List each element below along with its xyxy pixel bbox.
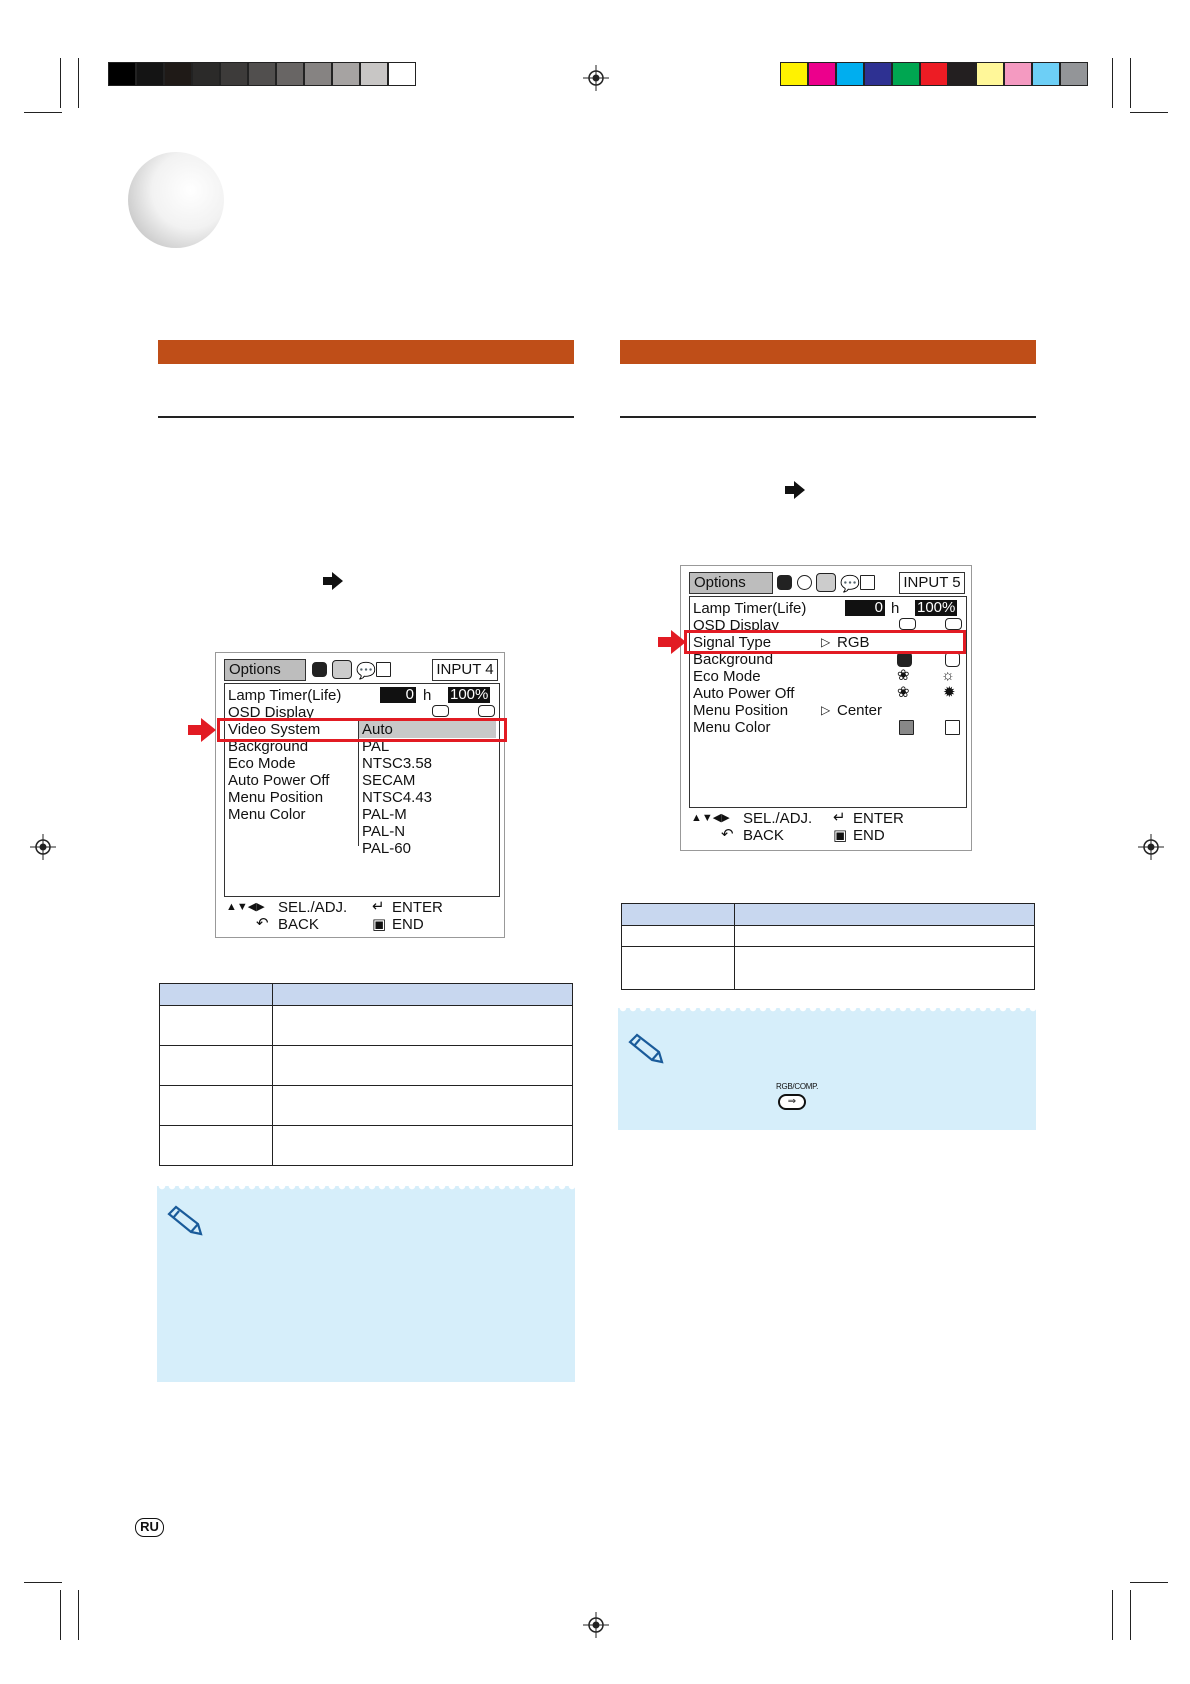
menu-item-video-system[interactable]: Video System <box>228 721 321 738</box>
picture-tab-icon[interactable] <box>777 575 792 590</box>
menu-item-background[interactable]: Background <box>228 738 309 755</box>
registration-mark-icon <box>583 65 609 91</box>
footer-end: END <box>853 827 885 844</box>
footer-back: BACK <box>278 916 319 933</box>
registration-mark-icon <box>1138 834 1164 860</box>
footer-enter: ENTER <box>853 810 904 827</box>
color-swatch <box>276 62 304 86</box>
lamp-hours-value: 0 <box>845 600 885 616</box>
menu-color-translucent-icon <box>945 720 960 735</box>
video-system-table <box>159 983 573 1166</box>
rgb-comp-button-icon: ⇒ <box>778 1094 806 1110</box>
section-bar-left <box>158 340 574 364</box>
options-tab-icon[interactable] <box>816 573 836 592</box>
color-swatch <box>1032 62 1060 86</box>
registration-mark-icon <box>30 834 56 860</box>
footer-sel-adj: SEL./ADJ. <box>278 899 348 916</box>
display-tab-icon[interactable] <box>860 575 875 590</box>
color-swatch <box>304 62 332 86</box>
registration-mark-icon <box>583 1612 609 1638</box>
option-ntsc443[interactable]: NTSC4.43 <box>362 789 433 806</box>
osd-display-off-icon <box>945 618 962 630</box>
options-tab-icon[interactable] <box>332 660 352 679</box>
lamp-life-percent: 100% <box>450 686 489 703</box>
red-pointer-arrow-icon <box>658 630 686 654</box>
footer-end-icon: ▣ <box>372 916 387 933</box>
menu-item-eco-mode[interactable]: Eco Mode <box>228 755 296 772</box>
language-tab-icon[interactable]: 💬 <box>356 663 376 680</box>
rgb-comp-button-label: RGB/COMP. <box>776 1082 819 1091</box>
background-none-icon <box>945 652 960 667</box>
menu-item-auto-power-off[interactable]: Auto Power Off <box>228 772 330 789</box>
eco-bulb-icon: ☼ <box>941 667 955 684</box>
color-swatch <box>332 62 360 86</box>
language-badge: RU <box>135 1518 164 1537</box>
footer-enter-icon: ↵ <box>372 898 385 915</box>
menu-position-value[interactable]: Center <box>837 702 883 719</box>
video-system-menu-screenshot <box>215 652 505 938</box>
menu-position-value-icon: ▷ <box>821 703 831 717</box>
lamp-hours-unit: h <box>891 600 900 617</box>
options-tab[interactable]: Options <box>689 572 773 594</box>
lamp-life-percent: 100% <box>917 599 956 616</box>
menu-item-eco-mode[interactable]: Eco Mode <box>693 668 761 685</box>
signal-type-menu-screenshot <box>680 565 972 851</box>
color-swatch <box>920 62 948 86</box>
footer-back-icon: ↶ <box>721 826 734 843</box>
footer-arrows-icon: ▲▼◀▶ <box>226 901 265 913</box>
color-swatch <box>108 62 136 86</box>
chapter-sphere-graphic <box>128 152 224 248</box>
color-swatch <box>780 62 808 86</box>
footer-enter: ENTER <box>392 899 443 916</box>
osd-display-icon <box>432 705 449 717</box>
section-bar-right <box>620 340 1036 364</box>
option-ntsc358[interactable]: NTSC3.58 <box>362 755 433 772</box>
signal-type-value-icon: ▷ <box>821 635 831 649</box>
option-pal-n[interactable]: PAL-N <box>362 823 406 840</box>
footer-end-icon: ▣ <box>833 827 848 844</box>
menu-color-opaque-icon <box>899 720 914 735</box>
option-secam[interactable]: SECAM <box>362 772 416 789</box>
audio-tab-icon[interactable] <box>797 575 812 590</box>
auto-power-off-icon: ✹ <box>943 684 956 701</box>
option-pal[interactable]: PAL <box>362 738 390 755</box>
color-swatch <box>836 62 864 86</box>
footer-sel-adj: SEL./ADJ. <box>743 810 813 827</box>
highlight-box-signal-type <box>684 630 966 654</box>
menu-item-osd-display[interactable]: OSD Display <box>228 704 314 721</box>
menu-item-menu-color[interactable]: Menu Color <box>693 719 771 736</box>
menu-item-osd-display[interactable]: OSD Display <box>693 617 779 634</box>
menu-item-lamp-timer[interactable]: Lamp Timer(Life) <box>228 687 342 704</box>
picture-tab-icon[interactable] <box>312 662 327 677</box>
signal-type-table <box>621 903 1035 990</box>
color-swatch <box>976 62 1004 86</box>
section-rule-right <box>620 416 1036 418</box>
osd-display-icon <box>899 618 916 630</box>
color-swatch <box>220 62 248 86</box>
input-indicator: INPUT 4 <box>432 659 498 681</box>
eco-leaf-icon: ❀ <box>897 667 910 684</box>
section-rule-left <box>158 416 574 418</box>
color-swatch <box>948 62 976 86</box>
option-pal-60[interactable]: PAL-60 <box>362 840 411 857</box>
note-box-right <box>618 1008 1036 1130</box>
right-arrow-icon <box>323 572 343 590</box>
color-swatch <box>360 62 388 86</box>
color-swatch <box>1060 62 1088 86</box>
display-tab-icon[interactable] <box>376 662 391 677</box>
note-box-left <box>157 1186 575 1382</box>
footer-back: BACK <box>743 827 784 844</box>
color-swatch <box>164 62 192 86</box>
red-pointer-arrow-icon <box>188 718 216 742</box>
menu-item-menu-position[interactable]: Menu Position <box>693 702 789 719</box>
color-swatch <box>192 62 220 86</box>
footer-arrows-icon: ▲▼◀▶ <box>691 812 730 824</box>
option-pal-m[interactable]: PAL-M <box>362 806 407 823</box>
osd-display-off-icon <box>478 705 495 717</box>
menu-item-menu-color[interactable]: Menu Color <box>228 806 306 823</box>
color-swatch <box>892 62 920 86</box>
lamp-hours-unit: h <box>423 687 432 704</box>
pencil-note-icon <box>165 1204 205 1238</box>
menu-item-menu-position[interactable]: Menu Position <box>228 789 324 806</box>
footer-enter-icon: ↵ <box>833 809 846 826</box>
color-swatch <box>864 62 892 86</box>
color-swatch <box>248 62 276 86</box>
options-tab[interactable]: Options <box>224 659 306 681</box>
language-tab-icon[interactable]: 💬 <box>840 576 860 593</box>
menu-item-auto-power-off[interactable]: Auto Power Off <box>693 685 795 702</box>
background-icon <box>897 652 912 667</box>
pencil-note-icon <box>626 1032 666 1066</box>
right-arrow-icon <box>785 481 805 499</box>
color-swatch <box>136 62 164 86</box>
color-swatch <box>808 62 836 86</box>
auto-power-on-icon: ❀ <box>897 684 910 701</box>
input-indicator: INPUT 5 <box>899 572 965 594</box>
menu-item-signal-type[interactable]: Signal Type <box>693 634 772 651</box>
menu-item-lamp-timer[interactable]: Lamp Timer(Life) <box>693 600 807 617</box>
color-swatch <box>1004 62 1032 86</box>
lamp-hours-value: 0 <box>380 687 416 703</box>
footer-back-icon: ↶ <box>256 915 269 932</box>
color-swatch <box>388 62 416 86</box>
signal-type-value[interactable]: RGB <box>837 634 870 651</box>
footer-end: END <box>392 916 424 933</box>
highlight-box-video-system <box>217 718 507 742</box>
option-auto[interactable]: Auto <box>362 721 393 738</box>
menu-item-background[interactable]: Background <box>693 651 774 668</box>
